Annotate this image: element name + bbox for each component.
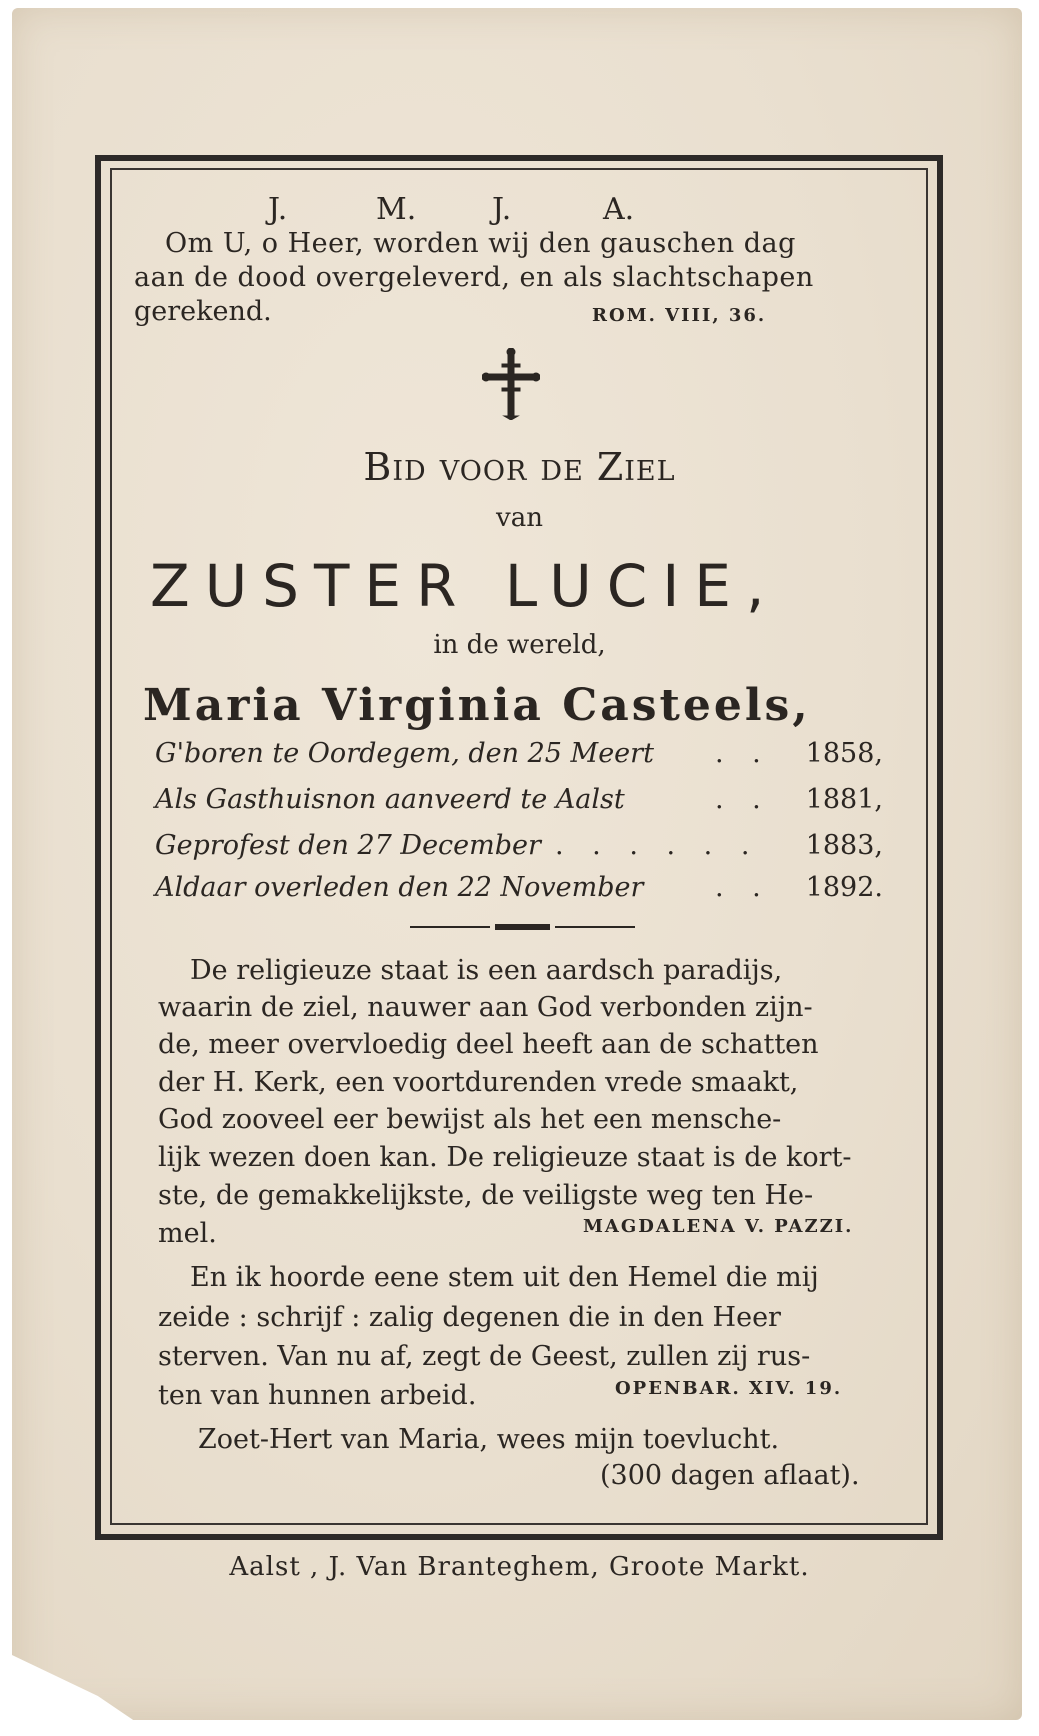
date-label: G'boren te Oordegem, den 25 Meert <box>155 738 654 769</box>
meditation-line: mel. <box>158 1218 217 1249</box>
invocation-line: Zoet-Hert van Maria, wees mijn toevlucht. <box>198 1424 780 1455</box>
date-dots: . . <box>715 738 771 769</box>
meditation-line: waarin de ziel, nauwer aan God verbonden zijn- <box>158 992 813 1023</box>
initial-m: M. <box>376 192 417 227</box>
worldly-intro: in de wereld, <box>433 630 606 660</box>
meditation-line: ste, de gemakkelijkste, de veiligste weg ten He- <box>158 1180 814 1211</box>
scripture-line: aan de dood overgeleverd, en als slachtschapen <box>134 262 814 293</box>
meditation-line: God zooveel eer bewijst als het een mensche- <box>158 1104 782 1135</box>
date-label: Aldaar overleden den 22 November <box>155 872 644 903</box>
printer-imprint: Aalst , J. Van Branteghem, Groote Markt. <box>229 1552 810 1582</box>
scripture-reference: ROM. VIII, 36. <box>592 305 767 326</box>
meditation-line: de, meer overvloedig deel heeft aan de schatten <box>158 1029 819 1060</box>
date-year: 1883, <box>805 830 883 861</box>
initial-j2: J. <box>492 192 512 227</box>
date-row-birth <box>155 738 883 778</box>
date-label: Als Gasthuisnon aanveerd te Aalst <box>155 784 625 815</box>
date-year: 1892. <box>805 872 883 903</box>
date-row-admission <box>155 784 883 824</box>
meditation-line: De religieuze staat is een aardsch paradijs, <box>190 955 783 986</box>
revelation-reference: OPENBAR. XIV. 19. <box>615 1378 843 1399</box>
initial-j: J. <box>268 192 288 227</box>
date-year: 1881, <box>805 784 883 815</box>
prayer-of: van <box>496 503 543 533</box>
revelation-line: En ik hoorde eene stem uit den Hemel die mij <box>190 1262 819 1293</box>
divider-ornament <box>410 923 635 931</box>
revelation-line: sterven. Van nu af, zegt de Geest, zullen zij rus- <box>158 1341 811 1372</box>
revelation-line: zeide : schrijf : zalig degenen die in den Heer <box>158 1302 781 1333</box>
date-dots: . . . . . . <box>555 830 760 861</box>
indulgence: (300 dagen aflaat). <box>600 1460 860 1491</box>
date-row-profession <box>155 830 883 870</box>
date-label: Geprofest den 27 December <box>155 830 541 861</box>
initial-a: A. <box>603 192 635 227</box>
date-year: 1858, <box>805 738 883 769</box>
scripture-line: Om U, o Heer, worden wij den gauschen dag <box>165 228 796 259</box>
meditation-reference: MAGDALENA V. PAZZI. <box>583 1216 854 1237</box>
birth-name: Maria Virginia Casteels, <box>143 680 811 731</box>
date-row-death <box>155 872 883 912</box>
meditation-line: lijk wezen doen kan. De religieuze staat is de kort- <box>158 1142 852 1173</box>
scripture-line: gerekend. <box>134 296 272 327</box>
prayer-heading: Bid voor de Ziel <box>363 445 676 489</box>
date-dots: . . <box>715 784 771 815</box>
date-dots: . . <box>715 872 771 903</box>
meditation-line: der H. Kerk, een voortdurenden vrede smaakt, <box>158 1067 799 1098</box>
cross-icon <box>482 348 540 420</box>
religious-name: ZUSTER LUCIE, <box>150 552 780 620</box>
revelation-line: ten van hunnen arbeid. <box>158 1380 477 1411</box>
